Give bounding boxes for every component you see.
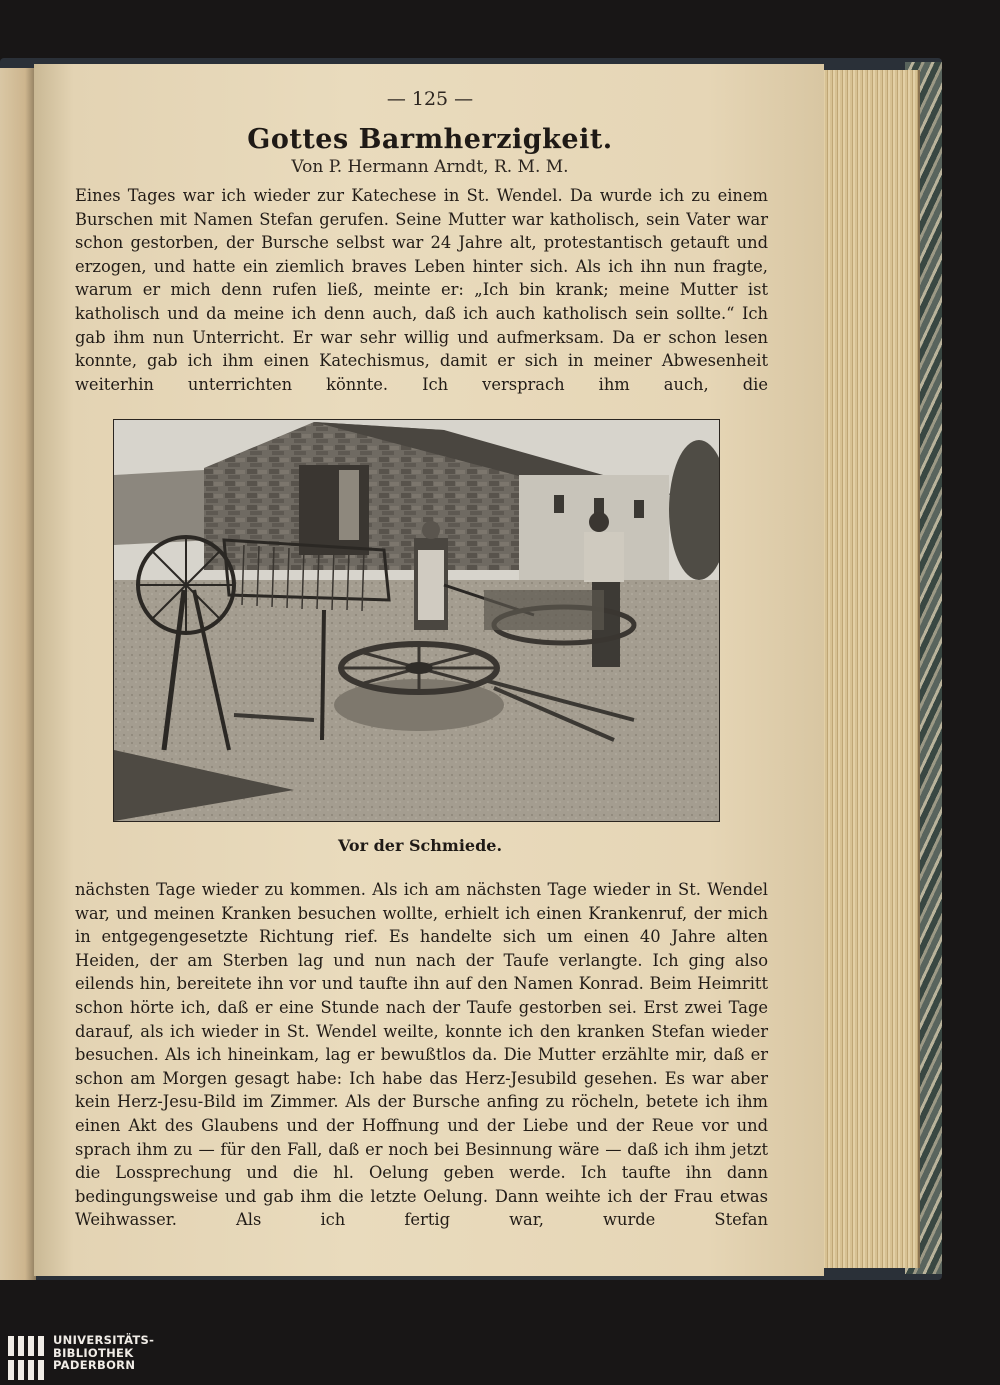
library-logo-icon bbox=[8, 1336, 46, 1380]
left-page-edge bbox=[0, 68, 36, 1280]
page-number: — 125 — bbox=[386, 88, 474, 110]
blacksmith-photo bbox=[113, 419, 720, 822]
paragraph-1: Eines Tages war ich wieder zur Katechese in St. Wendel. Da wurde ich zu einem Burschen mit Namen Stefan gerufen. Seine Mutter war katholisch, sein Vater war schon gestorben, der Bursche selbst war 24 Jahre alt, protestantisch getauft und erzogen, und hatte ein ziemlich braves Leben hinter sich. Als ich ihn nun fragte, warum er mich denn rufen ließ, meinte er: „Ich bin krank; meine Mutter ist katholisch und da meine ich denn auch, daß ich auch katholisch sein sollte.“ Ich gab ihm nun Unterricht. Er war sehr willig und aufmerksam. Da er schon lesen konnte, gab ich ihm einen Katechismus, damit er sich in meiner Abwesenheit weiterhin unterrichten könnte. Ich versprach ihm auch, die bbox=[75, 186, 768, 394]
page-block-edges bbox=[810, 70, 920, 1268]
library-line-3: PADERBORN bbox=[53, 1358, 136, 1372]
library-line-2: BIBLIOTHEK bbox=[53, 1345, 134, 1360]
library-name bbox=[53, 1334, 253, 1372]
article-byline: Von P. Hermann Arndt, R. M. M. bbox=[291, 157, 569, 177]
paragraph-2: nächsten Tage wieder zu kommen. Als ich am nächsten Tage wieder in St. Wendel war, und meinen Kranken besuchen wollte, erhielt ich einen Krankenruf, der mich in entgegengesetzte Richtung rief. Es handelte sich um einen 40 Jahre alten Heiden, der am Sterben lag und nun nach der Taufe verlangte. Ich ging also eilends hin, bereitete ihn vor und taufte ihn auf den Namen Konrad. Beim Heimritt schon hörte ich, daß er eine Stunde nach der Taufe gestorben sei. Erst zwei Tage darauf, als ich wieder in St. Wendel weilte, konnte ich den kranken Stefan wieder besuchen. Als ich hineinkam, lag er bewußtlos da. Die Mutter erzählte mir, daß er schon am Morgen gesagt habe: Ich habe das Herz-Jesubild gesehen. Es war aber kein Herz-Jesu-Bild im Zimmer. Als der Bursche anfing zu röcheln, betete ich ihm einen Akt des Glaubens und der Hoffnung und der Liebe und der Reue vor und sprach ihm zu — für den Fall, daß er noch bei Besinnung wäre — daß ich ihm jetzt die Lossprechung und die hl. Oelung geben werde. Ich taufte ihn dann bedingungsweise und gab ihm die letzte Oelung. Dann weihte ich der Frau etwas Weihwasser. Als ich fertig war, wurde Stefan bbox=[75, 880, 768, 1230]
library-line-1: UNIVERSITÄTS- bbox=[53, 1333, 155, 1347]
figure-caption: Vor der Schmiede. bbox=[337, 836, 503, 855]
article-title: Gottes Barmherzigkeit. bbox=[247, 124, 613, 155]
